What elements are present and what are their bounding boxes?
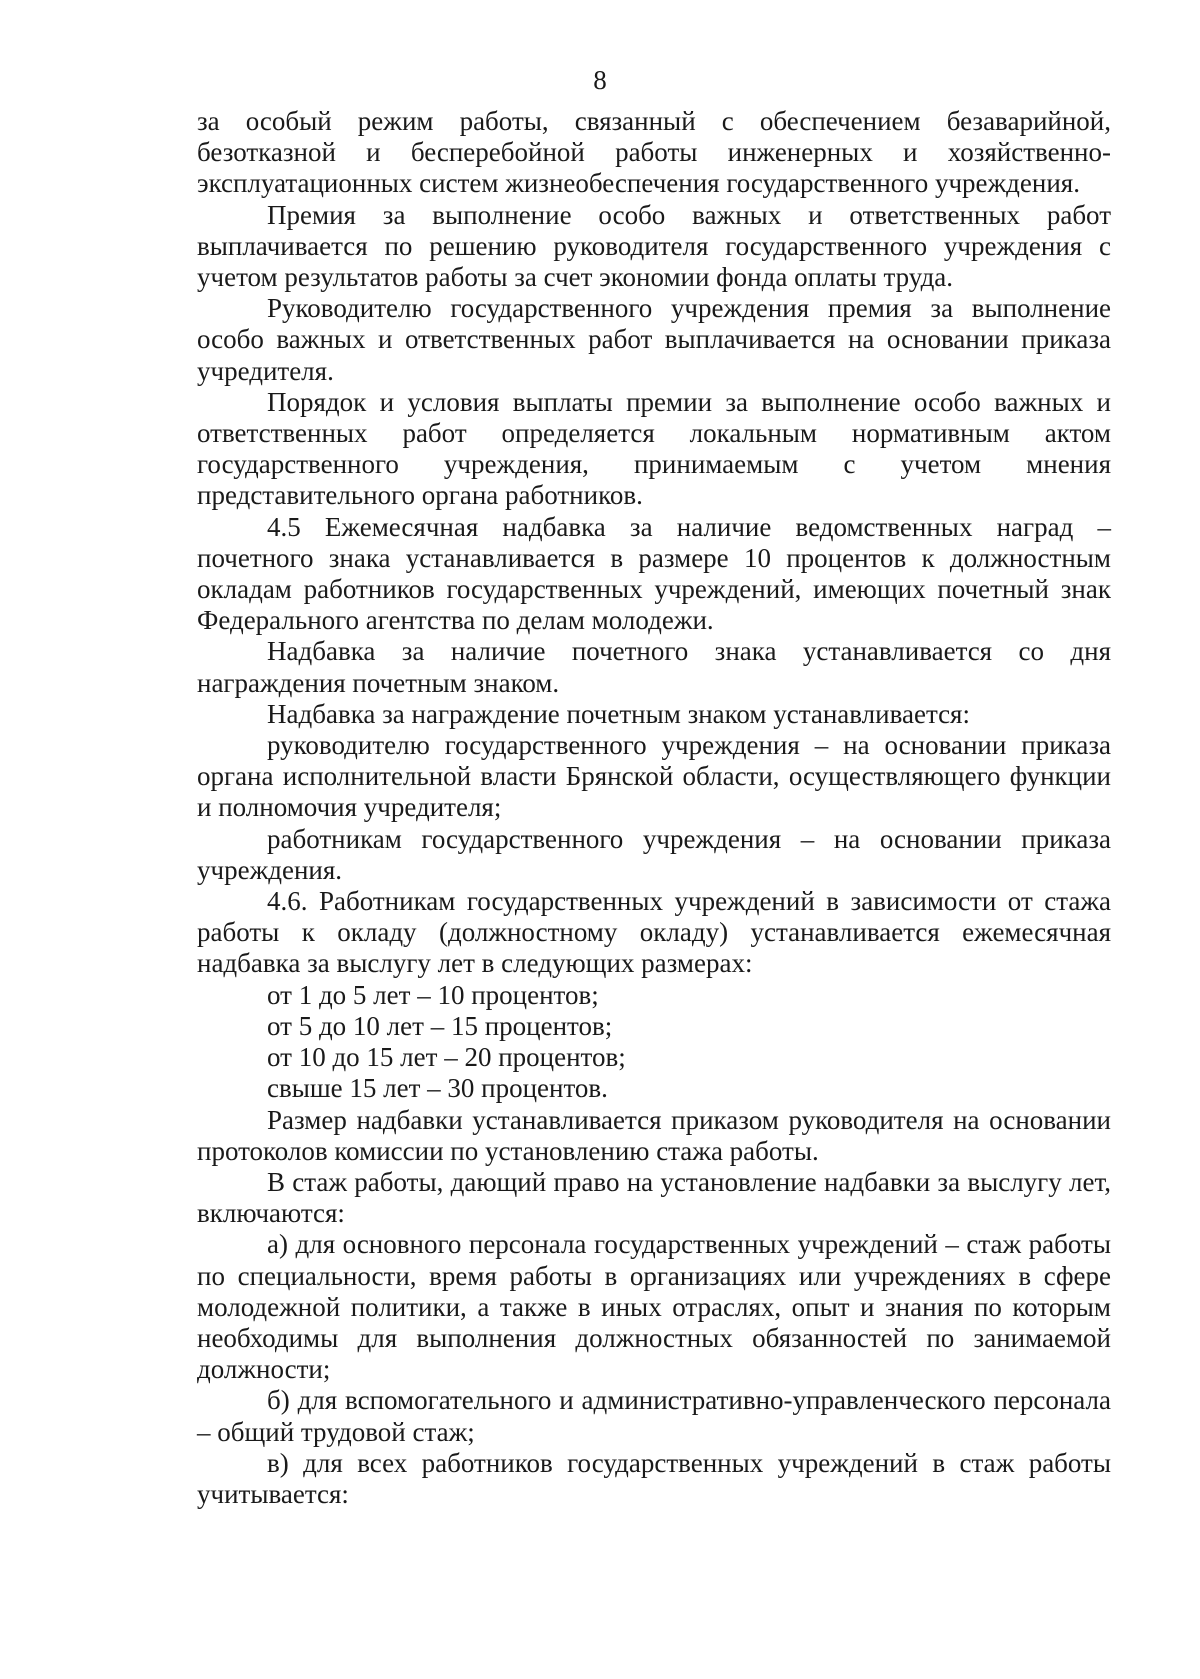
list-item: свыше 15 лет – 30 процентов. xyxy=(267,1073,608,1104)
list-item: от 1 до 5 лет – 10 процентов; xyxy=(267,979,599,1010)
paragraph: в) для всех работников государственных учреждений в стаж работы учитывается: xyxy=(197,1447,1111,1509)
paragraph: руководителю государственного учреждения – на основании приказа органа исполнительной власти Брянской области, осуществляющего функции и полномочия учредителя; xyxy=(197,730,1111,823)
page-number: 8 xyxy=(593,65,607,95)
paragraph: Надбавка за награждение почетным знаком устанавливается: xyxy=(267,698,970,729)
paragraph: Руководителю государственного учреждения премия за выполнение особо важных и ответственных работ выплачивается на основании приказа учредителя. xyxy=(197,293,1111,386)
paragraph: Премия за выполнение особо важных и ответственных работ выплачивается по решению руководителя государственного учреждения с учетом результатов работы за счет экономии фонда оплаты труда. xyxy=(197,199,1111,293)
paragraph: Надбавка за наличие почетного знака устанавливается со дня награждения почетным знаком. xyxy=(197,636,1111,698)
document-body xyxy=(197,106,1111,1510)
paragraph: Размер надбавки устанавливается приказом руководителя на основании протоколов комиссии по установлению стажа работы. xyxy=(197,1104,1111,1166)
paragraph: 4.6. Работникам государственных учреждений в зависимости от стажа работы к окладу (должностному окладу) устанавливается ежемесячная надбавка за выслугу лет в следующих размерах: xyxy=(197,886,1111,979)
paragraph: б) для вспомогательного и административно-управленческого персонала – общий трудовой стаж; xyxy=(197,1385,1111,1447)
list-item: от 5 до 10 лет – 15 процентов; xyxy=(267,1010,613,1041)
list-item: от 10 до 15 лет – 20 процентов; xyxy=(267,1042,626,1073)
paragraph: работникам государственного учреждения – на основании приказа учреждения. xyxy=(197,823,1111,885)
paragraph: В стаж работы, дающий право на установление надбавки за выслугу лет, включаются: xyxy=(197,1166,1111,1229)
paragraph-continuation: за особый режим работы, связанный с обеспечением безаварийной, безотказной и бесперебойной работы инженерных и хозяйственно-эксплуатационных систем жизнеобеспечения государственного учреждения. xyxy=(197,106,1111,199)
paragraph: 4.5 Ежемесячная надбавка за наличие ведомственных наград – почетного знака устанавливается в размере 10 процентов к должностным окладам работников государственных учреждений, имеющих почетный знак Федерального агентства по делам молодежи. xyxy=(197,511,1111,636)
paragraph: Порядок и условия выплаты премии за выполнение особо важных и ответственных работ определяется локальным нормативным актом государственного учреждения, принимаемым с учетом мнения представительного органа работников. xyxy=(197,386,1111,511)
paragraph: а) для основного персонала государственных учреждений – стаж работы по специальности, время работы в организациях или учреждениях в сфере молодежной политики, а также в иных отраслях, опыт и знания по которым необходимы для выполнения должностных обязанностей по занимаемой должности; xyxy=(197,1229,1111,1385)
